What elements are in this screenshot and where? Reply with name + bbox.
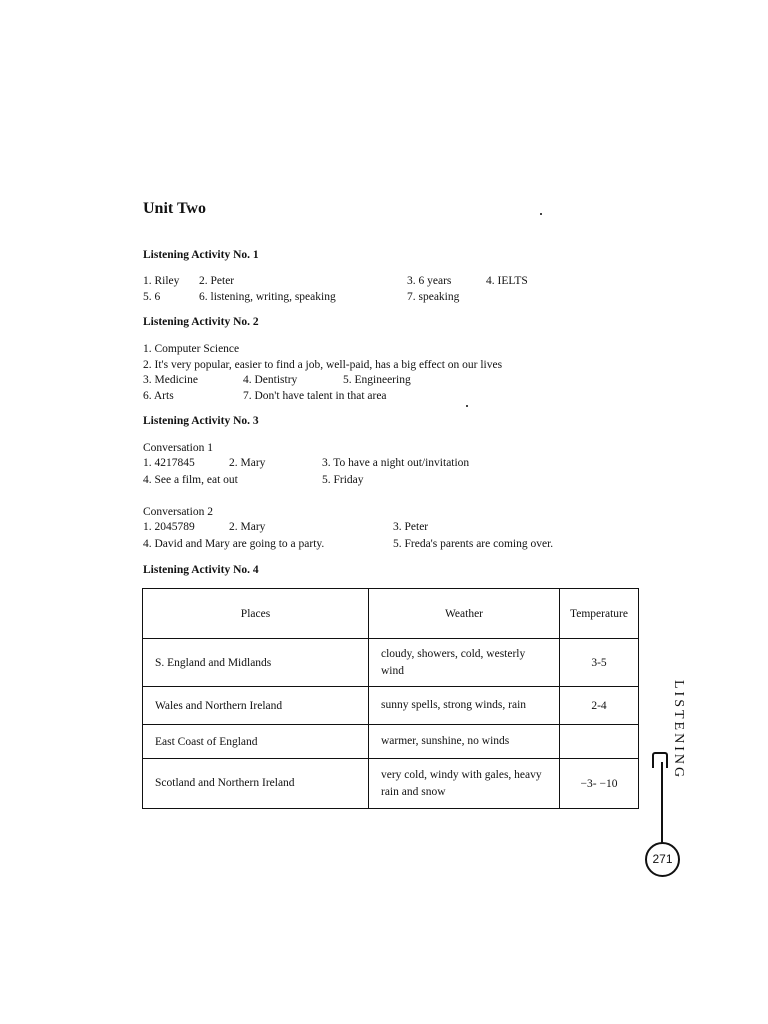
table-row [143,687,639,725]
place-cell: S. England and Midlands [143,639,369,687]
weather-table [142,588,639,809]
conversation-2-label: Conversation 2 [143,506,213,518]
column-header-temperature: Temperature [560,589,639,639]
conv2-item-5: 5. Freda's parents are coming over. [393,538,554,550]
conv1-item-2: 2. Mary [229,457,266,469]
column-header-places: Places [143,589,369,639]
place-cell: Scotland and Northern Ireland [143,759,369,809]
column-header-weather: Weather [369,589,560,639]
act1-item-3: 3. 6 years [407,275,452,287]
conv2-item-3: 3. Peter [393,521,429,533]
conv1-item-3: 3. To have a night out/invitation [322,457,470,469]
act1-item-4: 4. IELTS [486,275,528,287]
act2-item-7: 7. Don't have talent in that area [243,390,387,402]
page-title: Unit Two [143,200,206,217]
weather-cell: sunny spells, strong winds, rain [369,687,560,725]
conversation-1-label: Conversation 1 [143,442,213,454]
activity-3-heading: Listening Activity No. 3 [143,415,259,427]
act2-item-4: 4. Dentistry [243,374,298,386]
stray-mark [540,213,542,215]
act2-item-3: 3. Medicine [143,374,198,386]
place-cell: Wales and Northern Ireland [143,687,369,725]
table-row [143,759,639,809]
section-label-vertical: LISTENING [671,680,686,781]
weather-cell: cloudy, showers, cold, westerly wind [369,639,560,687]
act2-item-1: 1. Computer Science [143,343,240,355]
act2-item-5: 5. Engineering [343,374,411,386]
act1-item-7: 7. speaking [407,291,460,303]
act1-item-1: 1. Riley [143,275,180,287]
temperature-cell [560,725,639,759]
temperature-cell: 2-4 [560,687,639,725]
act1-item-5: 5. 6 [143,291,161,303]
weather-cell: warmer, sunshine, no winds [369,725,560,759]
table-header-row [143,589,639,639]
act2-item-6: 6. Arts [143,390,174,402]
conv1-item-1: 1. 4217845 [143,457,195,469]
tab-hook-icon [652,752,668,768]
act1-item-2: 2. Peter [199,275,235,287]
tab-connector-line [661,762,663,844]
place-cell: East Coast of England [143,725,369,759]
table-row [143,639,639,687]
stray-mark [466,405,468,407]
activity-2-heading: Listening Activity No. 2 [143,316,259,328]
table-row [143,725,639,759]
temperature-cell: 3-5 [560,639,639,687]
conv2-item-4: 4. David and Mary are going to a party. [143,538,325,550]
page-number: 271 [645,842,680,877]
weather-cell: very cold, windy with gales, heavy rain and snow [369,759,560,809]
conv2-item-2: 2. Mary [229,521,266,533]
act2-item-2: 2. It's very popular, easier to find a job, well-paid, has a big effect on our lives [143,359,503,371]
act1-item-6: 6. listening, writing, speaking [199,291,336,303]
conv2-item-1: 1. 2045789 [143,521,195,533]
activity-1-heading: Listening Activity No. 1 [143,249,259,261]
conv1-item-5: 5. Friday [322,474,364,486]
temperature-cell: −3- −10 [560,759,639,809]
conv1-item-4: 4. See a film, eat out [143,474,238,486]
activity-4-heading: Listening Activity No. 4 [143,564,259,576]
